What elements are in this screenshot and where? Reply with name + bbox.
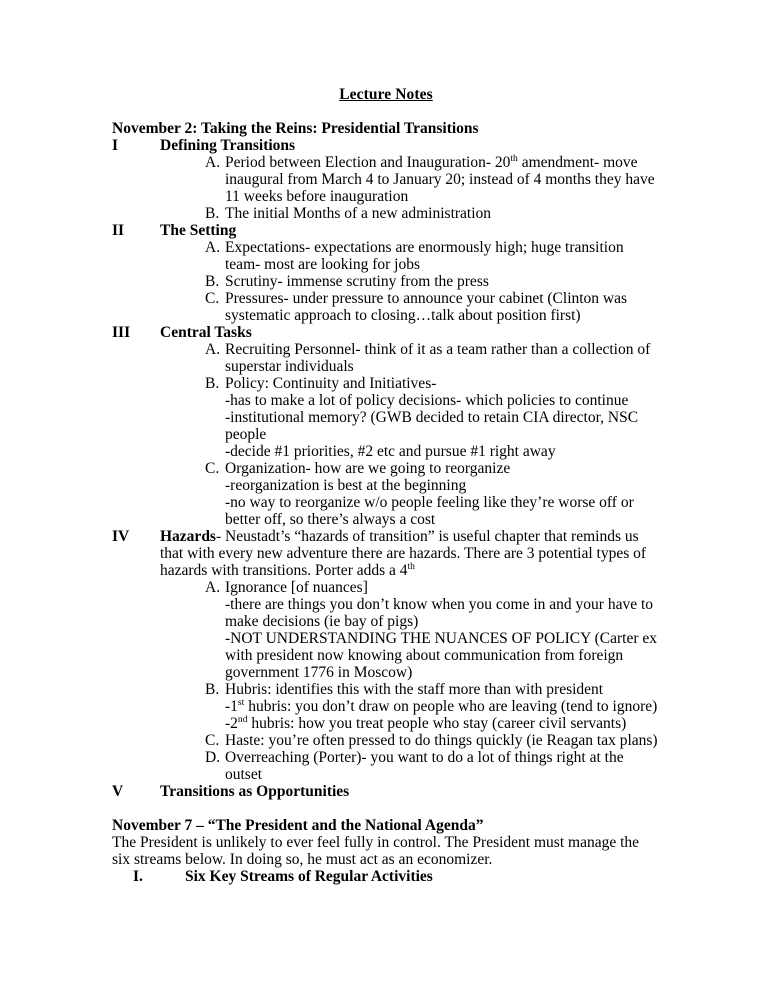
outline-item-i-a [112,154,660,205]
outline-subline-iv-b-2 [112,715,660,732]
outline-marker-iv-a: A. [205,579,221,596]
outline-text-iii-a: Recruiting Personnel- think of it as a team rather than a collection of superstar individuals [225,341,651,375]
outline-item-ii-b [112,273,660,290]
outline-heading-v: Transitions as Opportunities [160,783,350,800]
outline-subline-iv-a-2: -NOT UNDERSTANDING THE NUANCES OF POLICY (Carter ex with president now knowing about communication from foreign government 1776 in Moscow) [225,630,658,681]
outline-numeral-iii: III [112,324,131,341]
outline-item-iii-b [112,375,660,392]
document-content [112,86,660,885]
outline-marker-iv-c: C. [205,732,220,749]
outline-item-i [112,137,660,154]
subline-iv-b-1-before: -1 [225,698,238,715]
outline-marker-iv-d: D. [205,749,221,766]
outline-subline-iii-c-1: -reorganization is best at the beginning [225,477,467,494]
outline-marker-i-a: A. [205,154,221,171]
outline-text-iv-d: Overreaching (Porter)- you want to do a lot of things right at the outset [225,749,624,783]
outline-item-iv-c [112,732,660,749]
outline-text-ii-a: Expectations- expectations are enormously high; huge transition team- most are looking for jobs [225,239,624,273]
outline-text-iii-c: Organization- how are we going to reorganize [225,460,511,477]
outline-text-ii-b: Scrutiny- immense scrutiny from the press [225,273,489,290]
outline-numeral-ii: II [112,222,125,239]
outline-subline-iii-c-2: -no way to reorganize w/o people feeling like they’re worse off or better off, so there’s always a cost [225,494,634,528]
outline-heading-ii: The Setting [160,222,237,239]
outline-marker-ii-c: C. [205,290,220,307]
outline-item-iv-d [112,749,660,783]
outline-item-iv-a [112,579,660,596]
subline-iv-b-2-sup: nd [237,713,248,725]
subline-iv-b-1-sup: st [237,696,245,708]
outline-heading-iv: Hazards [160,528,216,545]
outline-text-iv-a: Ignorance [of nuances] [225,579,368,596]
outline-sup-i-a: th [510,152,518,164]
outline-item-iii-c [112,460,660,477]
outline-marker-iii-b: B. [205,375,220,392]
outline-numeral-v: V [112,783,124,800]
outline-marker-ii-b: B. [205,273,220,290]
outline-marker-ii-a: A. [205,239,221,256]
section-spacer [112,800,660,817]
outline-text-i-b: The initial Months of a new administration [225,205,492,222]
outline-item-ii-c [112,290,660,324]
outline-sup-iv: th [407,560,415,572]
outline-marker-iv-b: B. [205,681,220,698]
outline-text-ii-c: Pressures- under pressure to announce your cabinet (Clinton was systematic approach to closing…talk about position first) [225,290,628,324]
outline-heading-i: Defining Transitions [160,137,296,154]
outline-item-iii [112,324,660,341]
outline-item-v [112,783,660,800]
section-heading-november-2: November 2: Taking the Reins: Presidential Transitions [112,120,479,137]
section-heading-november-7: November 7 – “The President and the National Agenda” [112,817,484,834]
outline-text-iv-b: Hubris: identifies this with the staff more than with president [225,681,604,698]
outline-item-ii-a [112,239,660,273]
outline-text-i-a-after: amendment- move inaugural from March 4 to January 20; instead of 4 months they have 11 weeks before inauguration [225,154,655,205]
outline-text-iii-b: Policy: Continuity and Initiatives- [225,375,437,392]
outline-item-iii-a [112,341,660,375]
outline-item-iv [112,528,660,579]
outline-marker-iii-a: A. [205,341,221,358]
subline-iv-b-1-after: hubris: you don’t draw on people who are leaving (tend to ignore) [244,698,658,715]
outline-text-iv-c: Haste: you’re often pressed to do things quickly (ie Reagan tax plans) [225,732,658,749]
outline-text-i-a-before: Period between Election and Inauguration- 20 [225,154,511,171]
outline-subline-iii-b-1: -has to make a lot of policy decisions- which policies to continue [225,392,629,409]
outline-heading-iii: Central Tasks [160,324,252,341]
title-spacer [112,103,660,120]
outline-numeral-iv: IV [112,528,130,545]
outline-marker-i-b: B. [205,205,220,222]
outline-numeral-i: I [112,137,119,154]
outline-subline-iv-a-1: -there are things you don’t know when you come in and your have to make decisions (ie bay of pigs) [225,596,654,630]
outline-marker-iii-c: C. [205,460,220,477]
subline-iv-b-2-after: hubris: how you treat people who stay (career civil servants) [247,715,627,732]
outline-item-iv-b [112,681,660,698]
outline-paragraph-iv: - Neustadt’s “hazards of transition” is useful chapter that reminds us that with every new adventure there are hazards. There are 3 potential types of hazards with transitions. Porter adds a 4 [160,528,647,579]
outline-subline-iii-b-3: -decide #1 priorities, #2 etc and pursue #1 right away [225,443,556,460]
outline-numeral-final-i: I. [133,868,143,885]
subline-iv-b-2-before: -2 [225,715,238,732]
page-title: Lecture Notes [339,86,433,103]
outline-subline-iii-b-2: -institutional memory? (GWB decided to retain CIA director, NSC people [225,409,639,443]
section-paragraph-november-7: The President is unlikely to ever feel fully in control. The President must manage the six streams below. In doing so, he must act as an economizer. [112,834,640,868]
outline-heading-final-i: Six Key Streams of Regular Activities [185,868,433,885]
outline-item-final-i [112,868,660,885]
outline-item-ii [112,222,660,239]
outline-item-i-b [112,205,660,222]
outline-subline-iv-b-1 [112,698,660,715]
